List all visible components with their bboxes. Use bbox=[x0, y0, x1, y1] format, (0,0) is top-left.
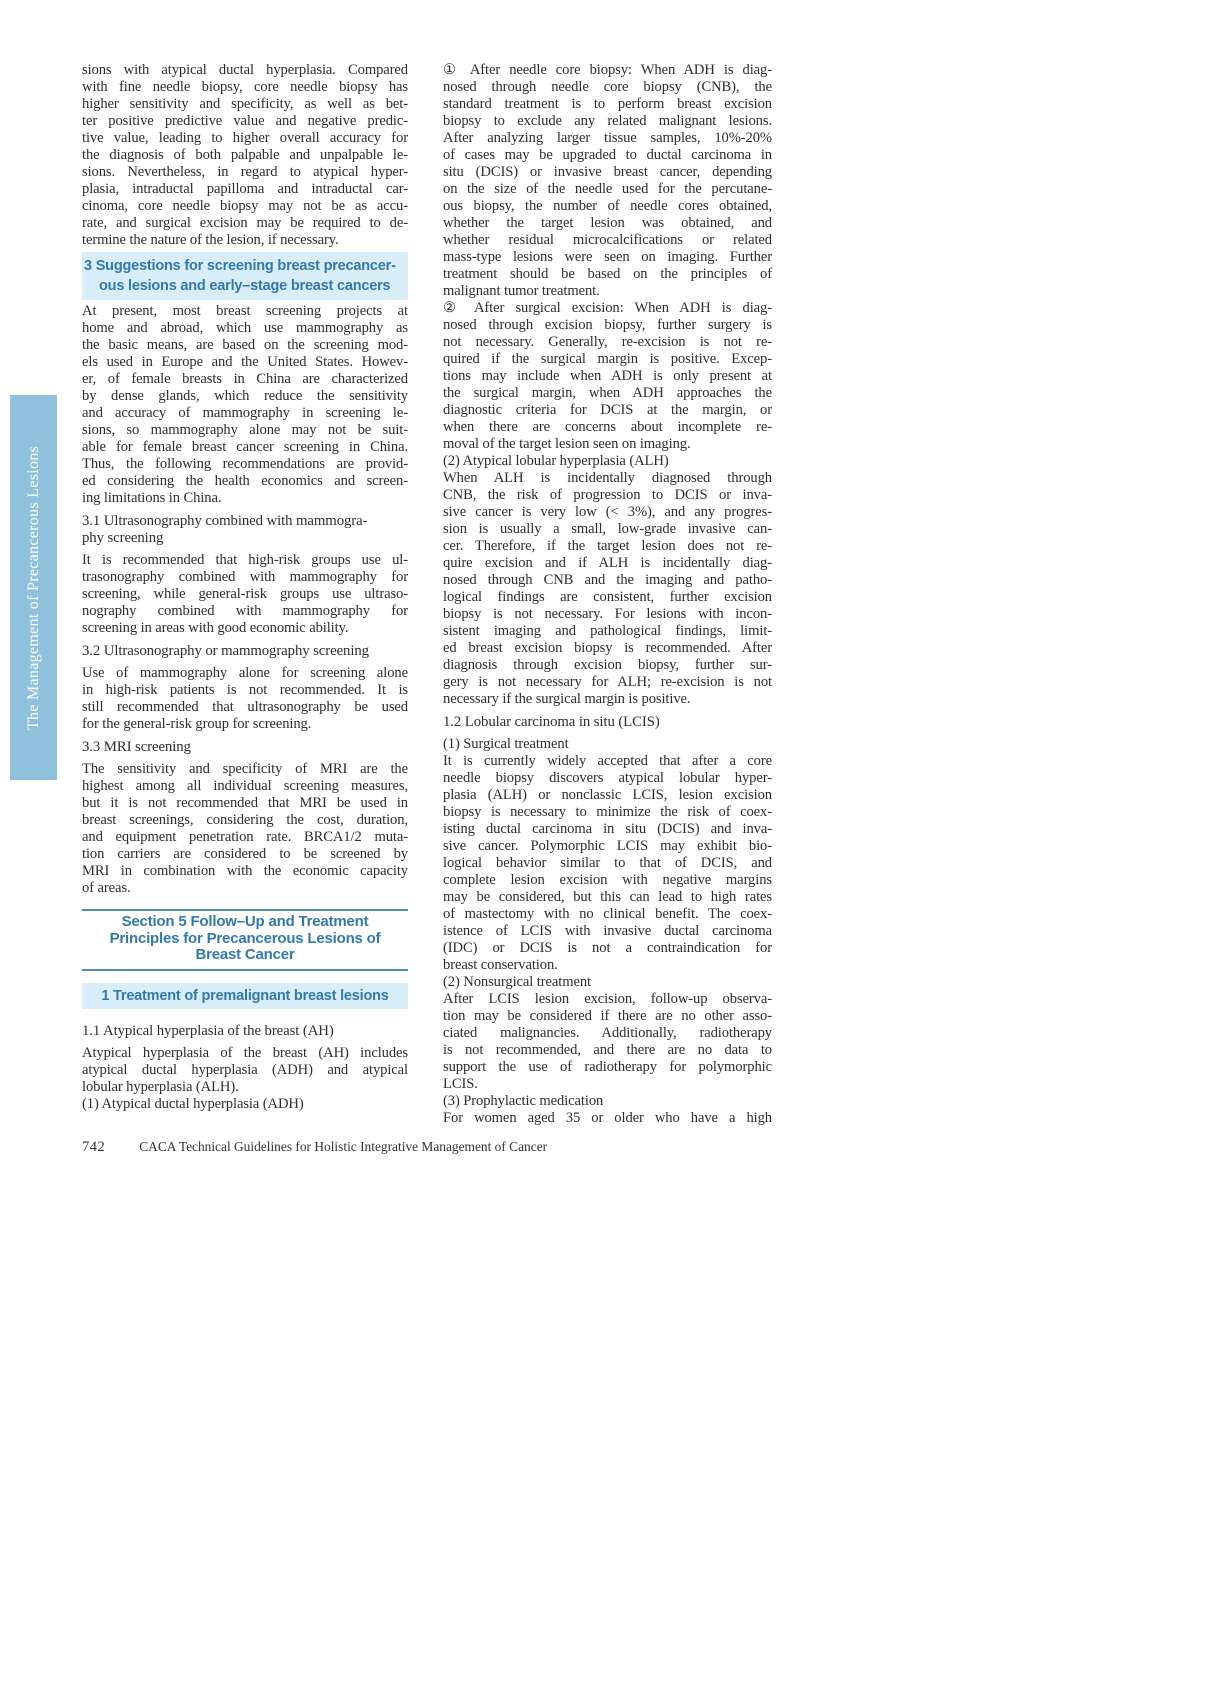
text-line: and accuracy of mammography in screening le- bbox=[82, 405, 408, 421]
text-line: moval of the target lesion seen on imaging. bbox=[443, 436, 691, 452]
text-line: needle biopsy discovers atypical lobular hyper- bbox=[443, 770, 772, 786]
text-line: breast conservation. bbox=[443, 957, 558, 973]
text-line: Principles for Precancerous Lesions of bbox=[109, 929, 381, 947]
text-line: sion is usually a small, low-grade invasive can- bbox=[443, 521, 772, 537]
text-line: termine the nature of the lesion, if necessary. bbox=[82, 232, 339, 248]
text-line: ② After surgical excision: When ADH is diag- bbox=[443, 300, 772, 316]
paragraph-core-needle-biopsy bbox=[82, 62, 408, 249]
text-line: sions with atypical ductal hyperplasia. Compared bbox=[82, 62, 408, 78]
text-line: for the general-risk group for screening. bbox=[82, 716, 312, 732]
text-line: standard treatment is to perform breast excision bbox=[443, 96, 772, 112]
text-line: ① After needle core biopsy: When ADH is diag- bbox=[443, 62, 772, 78]
text-line: is not recommended, and there are no data to bbox=[443, 1042, 772, 1058]
page-footer bbox=[82, 1138, 772, 1156]
text-line: ous biopsy, the number of needle cores obtained, bbox=[443, 198, 772, 214]
text-line: It is currently widely accepted that after a core bbox=[443, 753, 772, 769]
text-line: but it is not recommended that MRI be used in bbox=[82, 795, 408, 811]
text-line: logical behavior similar to that of DCIS, and bbox=[443, 855, 772, 871]
text-line: For women aged 35 or older who have a high bbox=[443, 1110, 772, 1126]
text-line: sions. Nevertheless, in regard to atypical hyper- bbox=[82, 164, 408, 180]
text-line: 3.3 MRI screening bbox=[82, 739, 191, 755]
text-line: biopsy is not necessary. For lesions with incon- bbox=[443, 606, 772, 622]
paragraph-3-2-recommendation bbox=[82, 665, 408, 733]
heading-3-screening-suggestions bbox=[82, 252, 408, 300]
text-line: screening, while general-risk groups use ultraso- bbox=[82, 586, 408, 602]
heading-section-5 bbox=[82, 909, 408, 971]
text-line: ous lesions and early–stage breast cancers bbox=[99, 278, 391, 294]
text-line: It is recommended that high-risk groups use ul- bbox=[82, 552, 408, 568]
heading-3-1-ultrasonography-mammography bbox=[82, 513, 408, 547]
text-line: in high-risk patients is not recommended. It is bbox=[82, 682, 408, 698]
text-line: tion carriers are considered to be screened by bbox=[82, 846, 408, 862]
text-line: (1) Atypical ductal hyperplasia (ADH) bbox=[82, 1095, 304, 1112]
text-line: mass-type lesions were seen on imaging. Further bbox=[443, 249, 772, 265]
text-line: diagnostic criteria for DCIS at the margin, or bbox=[443, 402, 772, 418]
text-line: 3.2 Ultrasonography or mammography screening bbox=[82, 643, 369, 659]
paragraph-screening-context bbox=[82, 303, 408, 507]
text-line: Breast Cancer bbox=[195, 946, 295, 963]
text-line: screening in areas with good economic ability. bbox=[82, 620, 349, 636]
text-line: gery is not necessary for ALH; re-excision is not bbox=[443, 674, 772, 690]
text-line: tive value, leading to higher overall accuracy for bbox=[82, 130, 408, 146]
text-line: whether the target lesion was obtained, and bbox=[443, 215, 772, 231]
text-line: 3 Suggestions for screening breast precancer- bbox=[84, 258, 396, 274]
text-line: of cases may be upgraded to ductal carcinoma in bbox=[443, 147, 772, 163]
text-line: logical findings are consistent, further excision bbox=[443, 589, 772, 605]
text-line: the basic means, are based on the screening mod- bbox=[82, 337, 408, 353]
text-line: nosed through needle core biopsy (CNB), the bbox=[443, 79, 772, 95]
text-line: of mastectomy with no clinical benefit. The coex- bbox=[443, 906, 772, 922]
text-line: not necessary. Generally, re-excision is not re- bbox=[443, 334, 772, 350]
text-line: nosed through excision biopsy, further surgery is bbox=[443, 317, 772, 333]
text-line: 1.1 Atypical hyperplasia of the breast (AH) bbox=[82, 1022, 334, 1039]
text-line: (2) Atypical lobular hyperplasia (ALH) bbox=[443, 453, 669, 469]
text-line: malignant tumor treatment. bbox=[443, 283, 600, 299]
text-line: Atypical hyperplasia of the breast (AH) includes bbox=[82, 1044, 408, 1061]
text-line: 1 Treatment of premalignant breast lesions bbox=[101, 987, 389, 1004]
text-line: plasia (ALH) or nonclassic LCIS, lesion excision bbox=[443, 787, 772, 803]
text-line: plasia, intraductal papilloma and intraductal car- bbox=[82, 181, 408, 197]
text-line: situ (DCIS) or invasive breast cancer, depending bbox=[443, 164, 772, 180]
text-line: 3.1 Ultrasonography combined with mammogra- bbox=[82, 513, 368, 529]
text-line: sive cancer. Polymorphic LCIS may exhibit bio- bbox=[443, 838, 772, 854]
heading-1-1-atypical-hyperplasia bbox=[82, 1023, 408, 1040]
text-line: MRI in combination with the economic capacity bbox=[82, 863, 408, 879]
text-line: LCIS. bbox=[443, 1076, 478, 1092]
text-line: ciated malignancies. Additionally, radiotherapy bbox=[443, 1025, 772, 1041]
text-line: When ALH is incidentally diagnosed through bbox=[443, 470, 772, 486]
text-line: support the use of radiotherapy for polymorphic bbox=[443, 1059, 772, 1075]
page-number: 742 bbox=[82, 1139, 106, 1155]
text-line: At present, most breast screening projects at bbox=[82, 303, 408, 319]
paragraph-1-2-lcis-treatment bbox=[443, 736, 772, 1127]
footer-running-title: CACA Technical Guidelines for Holistic Integrative Management of Cancer bbox=[139, 1139, 548, 1154]
text-line: complete lesion excision with negative margins bbox=[443, 872, 772, 888]
text-line: cer. Therefore, if the target lesion does not re- bbox=[443, 538, 772, 554]
paragraph-3-1-recommendation bbox=[82, 552, 408, 637]
heading-1-treatment-premalignant bbox=[82, 983, 408, 1009]
text-line: able for female breast cancer screening in China. bbox=[82, 439, 408, 455]
text-line: sistent imaging and pathological findings, limit- bbox=[443, 623, 772, 639]
text-line: ed breast excision biopsy is recommended. After bbox=[443, 640, 772, 656]
text-line: istence of LCIS with invasive ductal carcinoma bbox=[443, 923, 772, 939]
text-line: els used in Europe and the United States. Howev- bbox=[82, 354, 408, 370]
text-line: ed considering the health economics and screen- bbox=[82, 473, 408, 489]
text-line: and equipment penetration rate. BRCA1/2 muta- bbox=[82, 829, 408, 845]
text-line: on the size of the needle used for the percutane- bbox=[443, 181, 772, 197]
text-line: Section 5 Follow–Up and Treatment bbox=[121, 913, 369, 930]
text-line: After LCIS lesion excision, follow-up observa- bbox=[443, 991, 772, 1007]
text-line: whether residual microcalcifications or related bbox=[443, 232, 772, 248]
heading-1-2-lcis bbox=[443, 714, 772, 731]
text-line: nosed through CNB and the imaging and patho- bbox=[443, 572, 772, 588]
text-line: tion may be considered if there are no other asso- bbox=[443, 1008, 772, 1024]
text-line: still recommended that ultrasonography be used bbox=[82, 699, 408, 715]
right-text-column bbox=[443, 62, 772, 1130]
text-line: quired if the surgical margin is positive. Excep- bbox=[443, 351, 772, 367]
text-line: rate, and surgical excision may be required to de- bbox=[82, 215, 408, 231]
text-line: diagnosis through excision biopsy, further sur- bbox=[443, 657, 772, 673]
text-line: CNB, the risk of progression to DCIS or inva- bbox=[443, 487, 772, 503]
text-line: (1) Surgical treatment bbox=[443, 736, 569, 752]
text-line: may be considered, but this can lead to high rates bbox=[443, 889, 772, 905]
text-line: cinoma, core needle biopsy may not be as accu- bbox=[82, 198, 408, 214]
text-line: by dense glands, which reduce the sensitivity bbox=[82, 388, 408, 404]
text-line: sive cancer is very low (< 3%), and any progres- bbox=[443, 504, 772, 520]
text-line: breast screenings, considering the cost, duration, bbox=[82, 812, 408, 828]
text-line: ter positive predictive value and negative predic- bbox=[82, 113, 408, 129]
text-line: home and abroad, which use mammography as bbox=[82, 320, 408, 336]
text-line: with fine needle biopsy, core needle biopsy has bbox=[82, 79, 408, 95]
text-line: the surgical margin, when ADH approaches the bbox=[443, 385, 772, 401]
text-line: Use of mammography alone for screening alone bbox=[82, 665, 408, 681]
text-line: The sensitivity and specificity of MRI are the bbox=[82, 761, 408, 777]
heading-3-2-ultrasonography-or-mammography bbox=[82, 643, 408, 660]
text-line: necessary if the surgical margin is positive. bbox=[443, 691, 691, 707]
text-line: highest among all individual screening measures, bbox=[82, 778, 408, 794]
paragraph-1-1-ah bbox=[82, 1045, 408, 1113]
text-line: treatment should be based on the principles of bbox=[443, 266, 772, 282]
text-line: Thus, the following recommendations are provid- bbox=[82, 456, 408, 472]
text-line: quire excision and if ALH is incidentally diag- bbox=[443, 555, 772, 571]
text-line: higher sensitivity and specificity, as well as bet- bbox=[82, 96, 408, 112]
text-line: nography combined with mammography for bbox=[82, 603, 408, 619]
text-line: 1.2 Lobular carcinoma in situ (LCIS) bbox=[443, 714, 660, 730]
text-line: sions, so mammography alone may not be suit- bbox=[82, 422, 408, 438]
text-line: the diagnosis of both palpable and unpalpable le- bbox=[82, 147, 408, 163]
paragraph-3-3-mri bbox=[82, 761, 408, 897]
text-line: phy screening bbox=[82, 530, 164, 546]
text-line: biopsy is necessary to minimize the risk of coex- bbox=[443, 804, 772, 820]
chapter-side-tab bbox=[10, 395, 57, 780]
text-line: (2) Nonsurgical treatment bbox=[443, 974, 591, 990]
text-line: atypical ductal hyperplasia (ADH) and atypical bbox=[82, 1061, 408, 1078]
paragraph-adh-management bbox=[443, 62, 772, 708]
text-line: ing limitations in China. bbox=[82, 490, 222, 506]
text-line: trasonography combined with mammography for bbox=[82, 569, 408, 585]
text-line: tions may include when ADH is only present at bbox=[443, 368, 772, 384]
text-line: lobular hyperplasia (ALH). bbox=[82, 1078, 239, 1095]
text-line: After analyzing larger tissue samples, 10%-20% bbox=[443, 130, 772, 146]
text-line: er, of female breasts in China are characterized bbox=[82, 371, 408, 387]
left-text-column bbox=[82, 62, 408, 1116]
text-line: when there are concerns about incomplete re- bbox=[443, 419, 772, 435]
text-line: (IDC) or DCIS is not a contraindication for bbox=[443, 940, 772, 956]
text-line: of areas. bbox=[82, 880, 131, 896]
text-line: biopsy to exclude any related malignant lesions. bbox=[443, 113, 772, 129]
chapter-side-tab-label: The Management of Precancerous Lesions bbox=[24, 445, 42, 730]
heading-3-3-mri-screening bbox=[82, 739, 408, 756]
text-line: (3) Prophylactic medication bbox=[443, 1093, 604, 1109]
text-line: isting ductal carcinoma in situ (DCIS) and inva- bbox=[443, 821, 772, 837]
